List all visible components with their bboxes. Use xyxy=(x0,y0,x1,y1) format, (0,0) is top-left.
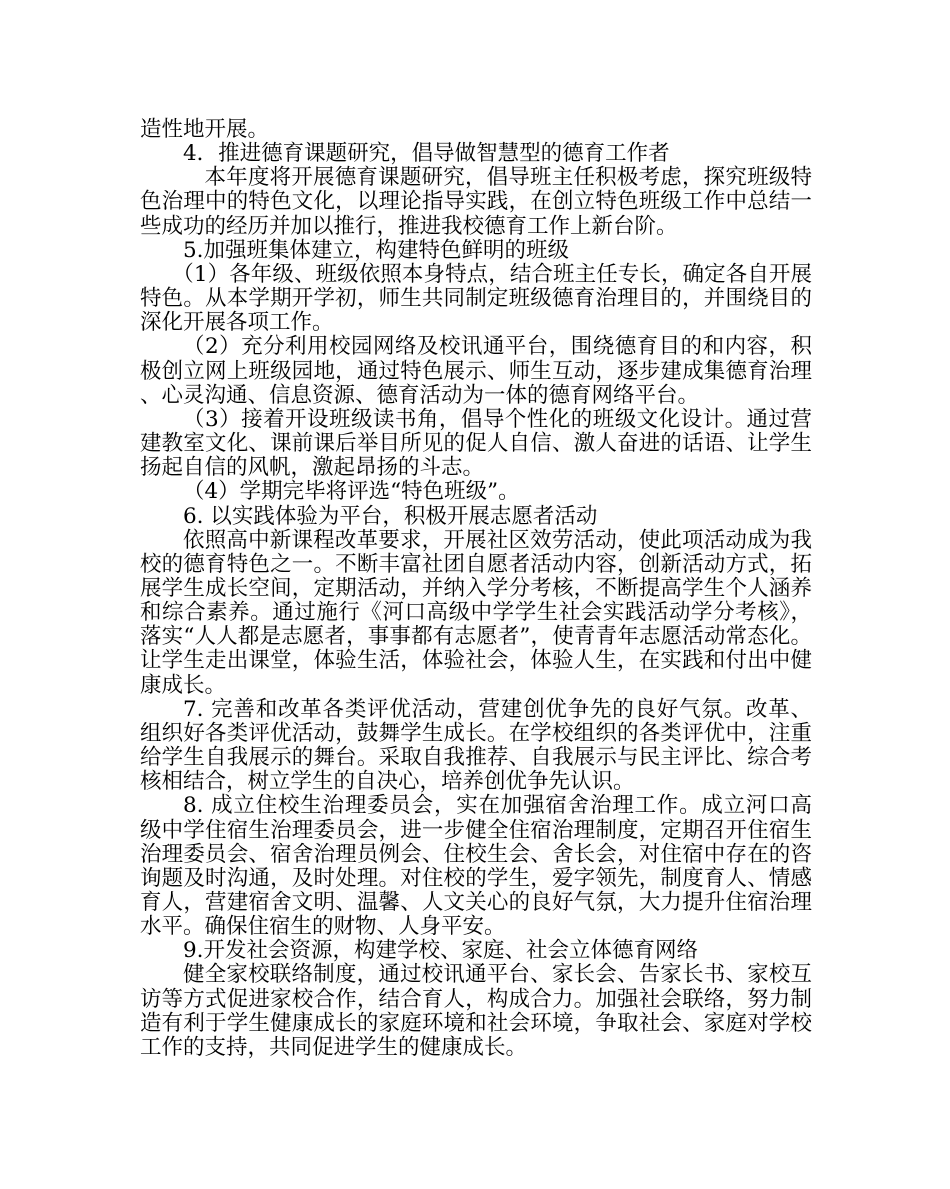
paragraph-5-item-2: （2）充分利用校园网络及校讯通平台，围绕德育目的和内容，积极创立网上班级园地，通过特色展示、师生互动，逐步建成集德育治理、心灵沟通、信息资源、德育活动为一体的德育网络平台。 xyxy=(140,334,812,408)
document-page xyxy=(140,118,812,1060)
paragraph-5-item-4: （4）学期完毕将评选“特色班级”。 xyxy=(183,479,520,505)
paragraph-1: 造性地开展。 xyxy=(140,117,270,142)
paragraph-7: 7. 完善和改革各类评优活动，营建创优争先的良好气氛。改革、组织好各类评优活动，鼓舞学生成长。在学校组织的各类评优中，注重给学生自我展示的舞台。采取自我推荐、自我展示与民主评比、综合考核相结合，树立学生的自决心，培养创优争先认识。 xyxy=(140,696,812,795)
paragraph-9-body: 健全家校联络制度，通过校讯通平台、家长会、告家长书、家校互访等方式促进家校合作，结合育人，构成合力。加强社会联络，努力制造有利于学生健康成长的家庭环境和社会环境，争取社会、家庭对学校工作的支持，共同促进学生的健康成长。 xyxy=(140,962,812,1060)
paragraph-4-body: 本年度将开展德育课题研究，倡导班主任积极考虑，探究班级特色治理中的特色文化，以理论指导实践，在创立特色班级工作中总结一些成功的经历并加以推行，推进我校德育工作上新台阶。 xyxy=(140,165,812,239)
paragraph-5-item-1: （1）各年级、班级依照本身特点，结合班主任专长，确定各自开展特色。从本学期开学初，师生共同制定班级德育治理目的，并围绕目的深化开展各项工作。 xyxy=(140,261,812,336)
paragraph-5-item-3: （3）接着开设班级读书角，倡导个性化的班级文化设计。通过营建教室文化、课前课后举目所见的促人自信、激人奋进的话语、让学生扬起自信的风帆，激起昂扬的斗志。 xyxy=(140,406,812,481)
heading-6: 6. 以实践体验为平台，积极开展志愿者活动 xyxy=(183,503,598,529)
paragraph-6-body: 依照高中新课程改革要求，开展社区效劳活动，使此项活动成为我校的德育特色之一。不断丰富社团自愿者活动内容，创新活动方式，拓展学生成长空间，定期活动，并纳入学分考核，不断提高学生个人涵养和综合素养。通过施行《河口高级中学学生社会实践活动学分考核》，落实“人人都是志愿者，事事都有志愿者”，使青青年志愿活动常态化。让学生走出课堂，体验生活，体验社会，体验人生，在实践和付出中健康成长。 xyxy=(140,527,812,698)
heading-9: 9.开发社会资源，构建学校、家庭、社会立体德育网络 xyxy=(183,938,699,964)
heading-5: 5.加强班集体建立，构建特色鲜明的班级 xyxy=(183,237,570,263)
paragraph-8: 8. 成立住校生治理委员会，实在加强宿舍治理工作。成立河口高级中学住宿生治理委员会，进一步健全住宿治理制度，定期召开住宿生治理委员会、宿舍治理员例会、住校生会、舍长会，对住宿中存在的咨询题及时沟通，及时处理。对住校的学生，爱字领先，制度育人、情感育人，营建宿舍文明、温馨、人文关心的良好气氛，大力提升住宿治理水平。确保住宿生的财物、人身平安。 xyxy=(140,793,812,940)
heading-4: 4．推进德育课题研究，倡导做智慧型的德育工作者 xyxy=(183,141,670,167)
